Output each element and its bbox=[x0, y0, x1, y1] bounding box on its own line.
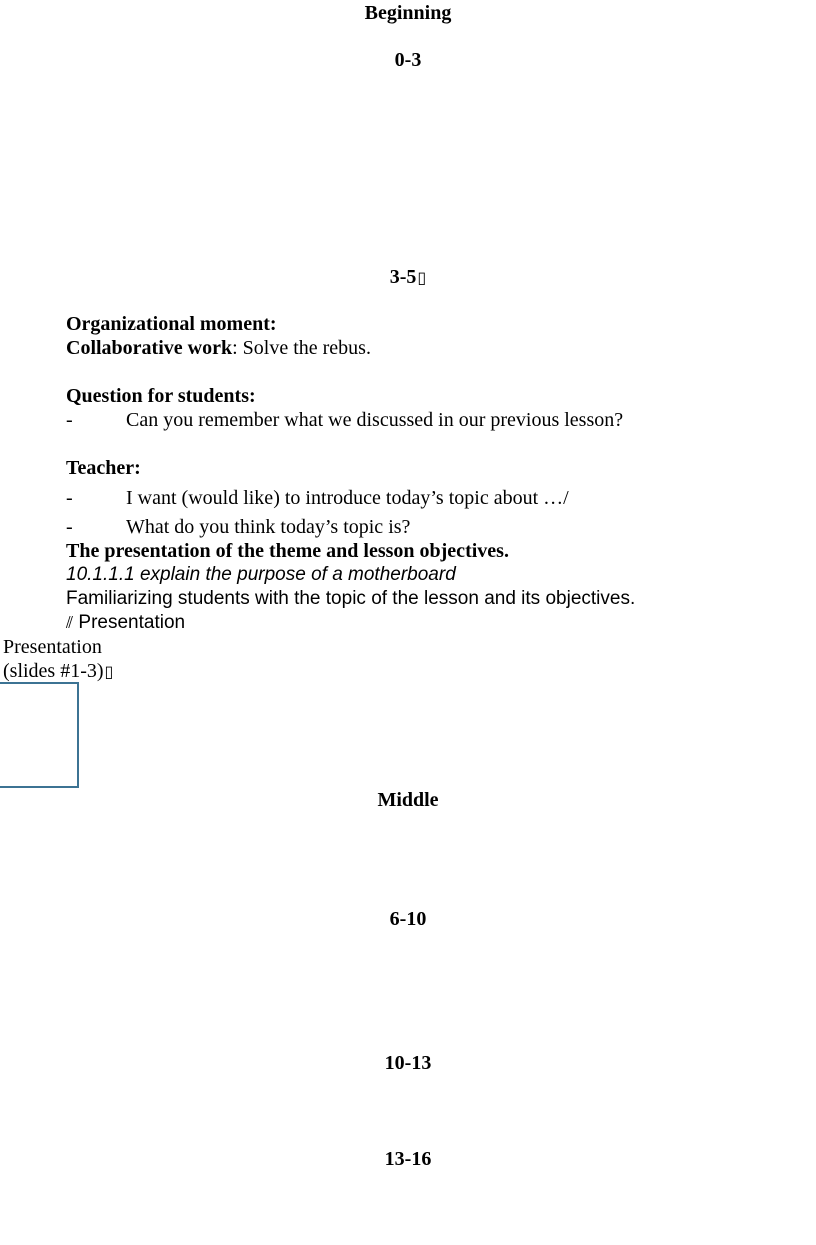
stage-middle: Middle bbox=[377, 789, 439, 811]
objective-code: 10.1.1.1 explain the purpose of a motherboard bbox=[66, 564, 456, 585]
question-heading: Question for students: bbox=[66, 385, 256, 407]
teacher-heading: Teacher: bbox=[66, 457, 141, 479]
org-moment-heading: Organizational moment: bbox=[66, 313, 277, 335]
collab-text: : Solve the rebus. bbox=[232, 337, 371, 359]
collab-line bbox=[66, 336, 371, 360]
resource-presentation: Presentation bbox=[3, 636, 102, 658]
time-13-16: 13-16 bbox=[384, 1148, 432, 1170]
slide-thumbnail-frame bbox=[0, 682, 79, 788]
question-item: Can you remember what we discussed in our previous lesson? bbox=[126, 409, 624, 431]
time-10-13: 10-13 bbox=[384, 1052, 432, 1074]
stage-beginning: Beginning bbox=[364, 2, 452, 24]
bullet-dash: - bbox=[66, 409, 73, 431]
time-3-5 bbox=[0, 265, 816, 291]
time-6-10: 6-10 bbox=[389, 908, 427, 930]
resource-slides-label: (slides #1-3) bbox=[3, 660, 104, 682]
time-3-5-label: 3-5 bbox=[389, 266, 417, 288]
presentation-resource-line bbox=[66, 611, 185, 636]
familiarizing-text: Familiarizing students with the topic of the lesson and its objectives. bbox=[66, 588, 636, 609]
presentation-heading: The presentation of the theme and lesson objectives. bbox=[66, 540, 509, 562]
missing-glyph-icon: ▯ bbox=[104, 664, 114, 681]
teacher-item-1: I want (would like) to introduce today’s topic about …/ bbox=[126, 487, 569, 509]
teacher-item-2: What do you think today’s topic is? bbox=[126, 516, 411, 538]
bullet-dash: - bbox=[66, 487, 73, 509]
collab-label: Collaborative work bbox=[66, 337, 233, 359]
missing-glyph-icon: ▯ bbox=[417, 270, 427, 287]
presentation-resource-label: Presentation bbox=[78, 612, 186, 633]
missing-glyph-icon: ⫽ bbox=[66, 615, 74, 632]
bullet-dash: - bbox=[66, 516, 73, 538]
time-0-3: 0-3 bbox=[394, 49, 422, 71]
